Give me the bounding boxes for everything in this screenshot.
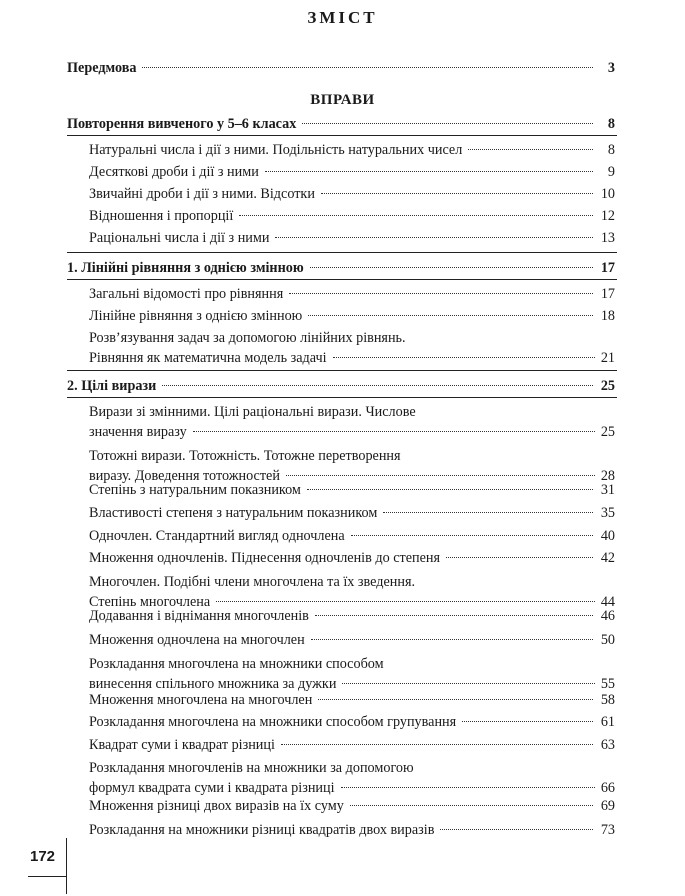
toc-page: 28: [600, 468, 615, 484]
toc-label: Множення одночленів. Піднесення одночленів до степеня: [89, 550, 441, 566]
toc-item[interactable]: [89, 284, 615, 304]
toc-item[interactable]: [89, 402, 615, 442]
toc-group[interactable]: [67, 258, 615, 278]
divider: [67, 252, 617, 253]
toc-page: 42: [600, 550, 615, 566]
page-title: ЗМІСТ: [307, 8, 378, 27]
divider: [67, 397, 617, 398]
toc-label: Розкладання многочлена на множники способом групування: [89, 714, 457, 730]
toc-page: 66: [600, 780, 615, 796]
toc-label: Лінійне рівняння з однією змінною: [89, 308, 303, 324]
toc-label-line2: Степінь многочлена: [89, 594, 211, 610]
leader-dots: [468, 149, 593, 150]
leader-dots: [383, 512, 593, 513]
leader-dots: [321, 193, 593, 194]
page-number: 172: [30, 848, 56, 865]
toc-label: Додавання і віднімання многочленів: [89, 608, 309, 624]
toc-item[interactable]: [89, 228, 615, 248]
toc-label: Передмова: [67, 60, 137, 76]
toc-label-line1: Многочлен. Подібні члени многочлена та їх зведення.: [89, 574, 416, 590]
toc-label: Відношення і пропорції: [89, 208, 234, 224]
toc-page: 61: [600, 714, 615, 730]
toc-label: Множення многочлена на многочлен: [89, 692, 313, 708]
toc-item[interactable]: [89, 654, 615, 694]
toc-item[interactable]: [89, 140, 615, 160]
toc-item[interactable]: [89, 526, 615, 546]
toc-page: 18: [600, 308, 615, 324]
leader-dots: [216, 601, 595, 602]
toc-item[interactable]: [89, 162, 615, 182]
leader-dots: [462, 721, 593, 722]
toc-page: 17: [600, 286, 615, 302]
leader-dots: [333, 357, 595, 358]
toc-item[interactable]: [89, 548, 615, 568]
toc-item[interactable]: [89, 796, 615, 816]
toc-label: Степінь з натуральним показником: [89, 482, 301, 498]
toc-page: 35: [600, 505, 615, 521]
section-heading: ВПРАВИ: [310, 92, 375, 108]
toc-group[interactable]: [67, 114, 615, 134]
toc-item[interactable]: [89, 758, 615, 798]
toc-page: 12: [600, 208, 615, 224]
page-number-rule-horizontal: [28, 876, 66, 877]
toc-item[interactable]: [89, 503, 615, 523]
toc-label: Раціональні числа і дії з ними: [89, 230, 270, 246]
toc-label: Загальні відомості про рівняння: [89, 286, 284, 302]
toc-page: 31: [600, 482, 615, 498]
leader-dots: [265, 171, 593, 172]
leader-dots: [318, 699, 593, 700]
toc-page: 46: [600, 608, 615, 624]
toc-page: 8: [607, 116, 615, 132]
leader-dots: [310, 267, 593, 268]
toc-item[interactable]: [89, 328, 615, 368]
toc-page: 55: [600, 676, 615, 692]
leader-dots: [289, 293, 593, 294]
toc-page: 50: [600, 632, 615, 648]
leader-dots: [311, 639, 593, 640]
toc-label: Розкладання на множники різниці квадратів двох виразів: [89, 822, 435, 838]
leader-dots: [342, 683, 594, 684]
leader-dots: [351, 535, 593, 536]
leader-dots: [315, 615, 593, 616]
toc-label-line2: формул квадрата суми і квадрата різниці: [89, 780, 335, 796]
toc-label: Натуральні числа і дії з ними. Подільність натуральних чисел: [89, 142, 463, 158]
leader-dots: [239, 215, 593, 216]
toc-item[interactable]: [89, 480, 615, 500]
page-number-box: [0, 838, 66, 894]
toc-label-line1: Розкладання многочлена на множники способом: [89, 656, 384, 672]
toc-item[interactable]: [89, 630, 615, 650]
divider: [67, 370, 617, 371]
toc-item[interactable]: [89, 712, 615, 732]
toc-preface[interactable]: [67, 58, 615, 78]
toc-label-line1: Тотожні вирази. Тотожність. Тотожне перетворення: [89, 448, 401, 464]
page-number-rule-vertical: [66, 838, 67, 894]
toc-page: 69: [600, 798, 615, 814]
toc-label-line2: Рівняння як математична модель задачі: [89, 350, 327, 366]
toc-label-line1: Розкладання многочленів на множники за допомогою: [89, 760, 414, 776]
leader-dots: [350, 805, 593, 806]
toc-page: 25: [600, 424, 615, 440]
toc-label-line1: Розв’язування задач за допомогою лінійних рівнянь.: [89, 330, 406, 346]
leader-dots: [286, 475, 595, 476]
toc-item[interactable]: [89, 206, 615, 226]
toc-label-line1: Вирази зі змінними. Цілі раціональні вирази. Числове: [89, 404, 416, 420]
toc-label-line2: винесення спільного множника за дужки: [89, 676, 337, 692]
divider: [67, 135, 617, 136]
toc-item[interactable]: [89, 820, 615, 840]
toc-page: 3: [607, 60, 615, 76]
toc-page: 21: [600, 350, 615, 366]
toc-label: Множення одночлена на многочлен: [89, 632, 305, 648]
divider: [67, 279, 617, 280]
toc-label: 1. Лінійні рівняння з однією змінною: [67, 260, 304, 276]
toc-label-line2: значення виразу: [89, 424, 187, 440]
leader-dots: [275, 237, 593, 238]
toc-label: Множення різниці двох виразів на їх суму: [89, 798, 344, 814]
toc-page: 8: [607, 142, 615, 158]
toc-page: 13: [600, 230, 615, 246]
toc-label: Одночлен. Стандартний вигляд одночлена: [89, 528, 345, 544]
toc-page: 58: [600, 692, 615, 708]
toc-page: 17: [600, 260, 615, 276]
leader-dots: [162, 385, 593, 386]
toc-label-line2: виразу. Доведення тотожностей: [89, 468, 280, 484]
leader-dots: [308, 315, 593, 316]
toc-page: 63: [600, 737, 615, 753]
toc-label: Звичайні дроби і дії з ними. Відсотки: [89, 186, 315, 202]
toc-label: Властивості степеня з натуральним показником: [89, 505, 378, 521]
leader-dots: [307, 489, 593, 490]
toc-label: Квадрат суми і квадрат різниці: [89, 737, 275, 753]
toc-page: 10: [600, 186, 615, 202]
leader-dots: [341, 787, 595, 788]
toc-label: Десяткові дроби і дії з ними: [89, 164, 259, 180]
toc-page: 9: [607, 164, 615, 180]
leader-dots: [281, 744, 593, 745]
toc-item[interactable]: [89, 735, 615, 755]
leader-dots: [302, 123, 593, 124]
toc-item[interactable]: [89, 184, 615, 204]
leader-dots: [193, 431, 595, 432]
toc-page: 73: [600, 822, 615, 838]
toc-page: 25: [600, 378, 615, 394]
toc-group[interactable]: [67, 376, 615, 396]
leader-dots: [142, 67, 593, 68]
toc-item[interactable]: [89, 306, 615, 326]
leader-dots: [446, 557, 593, 558]
toc-label: Повторення вивченого у 5–6 класах: [67, 116, 297, 132]
toc-item[interactable]: [89, 690, 615, 710]
leader-dots: [440, 829, 593, 830]
toc-page: 44: [600, 594, 615, 610]
toc-item[interactable]: [89, 606, 615, 626]
toc-label: 2. Цілі вирази: [67, 378, 157, 394]
toc-page: 40: [600, 528, 615, 544]
